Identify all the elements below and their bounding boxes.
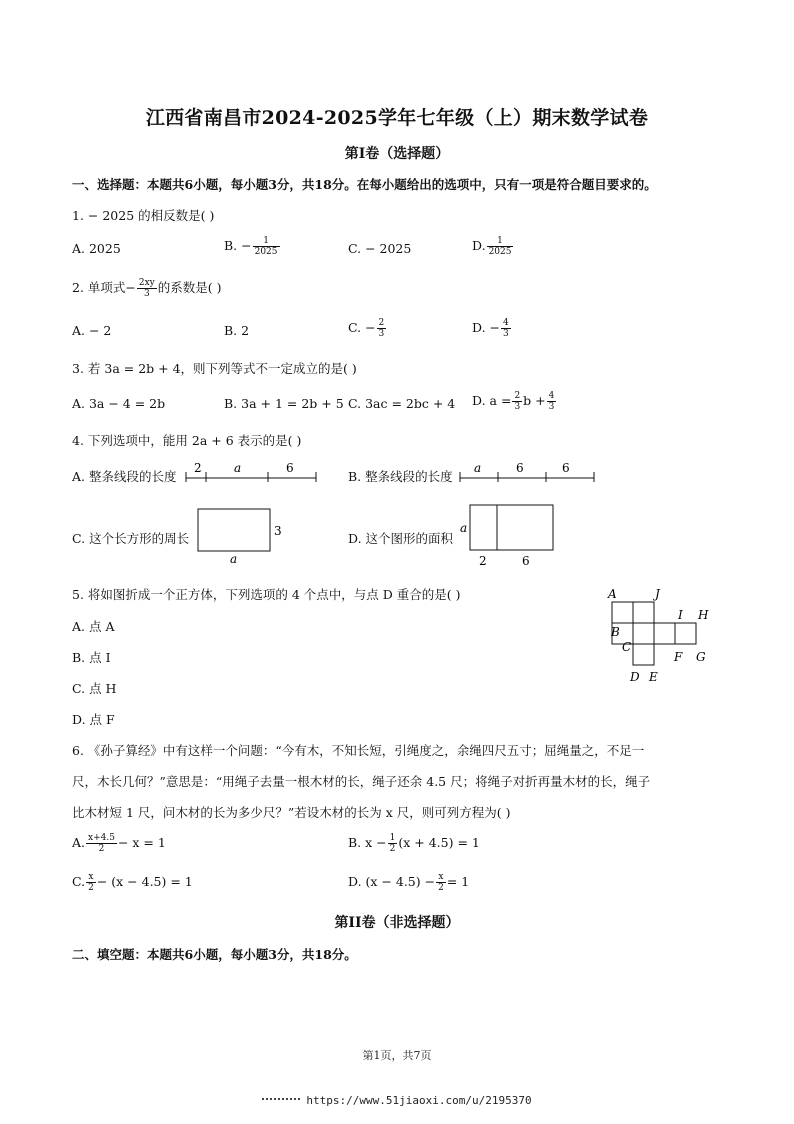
q3-option-d: D. a = $\frac{2}{3}$ b + $\frac{4}{3}$ <box>472 391 555 412</box>
q3-option-b: B. 3a + 1 = 2b + 5 <box>224 396 344 411</box>
net-label-j: J <box>655 587 660 601</box>
page-title: 江西省南昌市2024-2025学年七年级（上）期末数学试卷 <box>145 107 649 129</box>
q2-option-b: B. 2 <box>224 323 250 338</box>
net-label-e: E <box>649 670 658 684</box>
q4-a-label-6: 6 <box>286 461 294 475</box>
q6-line-1: 6. 《孙子算经》中有这样一个问题：“今有木，不知长短，引绳度之，余绳四尺五寸；屈绳量之，不足一 <box>72 743 645 758</box>
q3-option-c: C. 3ac = 2bc + 4 <box>348 396 456 411</box>
q2-option-a: A. − 2 <box>72 323 112 338</box>
net-label-a: A <box>608 587 617 601</box>
watermark-logo-icon <box>262 1098 300 1104</box>
q4-b-segment-figure <box>458 458 598 484</box>
q1-option-c: C. − 2025 <box>348 241 412 256</box>
q4-b-label-6-second: 6 <box>562 461 570 475</box>
watermark-url[interactable]: https://www.51jiaoxi.com/u/2195370 <box>0 1094 794 1107</box>
q4-option-b: B. 整条线段的长度 <box>348 469 453 484</box>
q5-option-a: A. 点 A <box>72 619 115 634</box>
q2-option-d: D. − $\frac{4}{3}$ <box>472 318 509 339</box>
net-label-b: B <box>611 625 620 639</box>
q4-d-side-label: a <box>460 521 468 535</box>
q4-option-a: A. 整条线段的长度 <box>72 469 177 484</box>
q1-option-b: B. − $\frac{1}{2025}$ <box>224 236 278 257</box>
page-number: 第1页，共7页 <box>362 1049 432 1062</box>
q5-option-d: D. 点 F <box>72 712 115 727</box>
q4-d-bottom-label-6: 6 <box>522 554 530 568</box>
net-label-i: I <box>678 608 683 622</box>
net-label-g: G <box>696 650 706 664</box>
q1-option-a: A. 2025 <box>72 241 121 256</box>
q6-option-b: B. x − $\frac{1}{2}$ (x + 4.5) = 1 <box>348 833 480 854</box>
q2-stem: 2. 单项式− $\frac{2xy}{3}$ 的系数是( ) <box>72 278 222 299</box>
q5-cube-net-figure <box>602 585 720 687</box>
q4-a-label-a: a <box>234 461 242 475</box>
q2-option-c: C. − $\frac{2}{3}$ <box>348 318 385 339</box>
q4-option-d: D. 这个图形的面积 <box>348 531 454 546</box>
q4-c-rectangle-figure <box>196 505 288 567</box>
section1-heading: 一、选择题：本题共6小题，每小题3分，共18分。在每小题给出的选项中，只有一项是符合题目要求的。 <box>72 177 657 192</box>
q4-a-segment-figure <box>184 458 319 484</box>
q4-c-bottom-label: a <box>230 552 238 566</box>
q4-b-label-6-first: 6 <box>516 461 524 475</box>
q4-b-label-a: a <box>474 461 482 475</box>
q5-option-c: C. 点 H <box>72 681 117 696</box>
q4-option-c: C. 这个长方形的周长 <box>72 531 190 546</box>
q6-line-3: 比木材短 1 尺，问木材的长为多少尺？”若设木材的长为 x 尺，则可列方程为( ) <box>72 805 511 820</box>
q4-stem: 4. 下列选项中，能用 2a + 6 表示的是( ) <box>72 433 302 448</box>
q6-option-a: A. $\frac{x+4.5}{2}$ − x = 1 <box>72 833 166 854</box>
q5-stem: 5. 将如图折成一个正方体，下列选项的 4 个点中，与点 D 重合的是( ) <box>72 587 461 602</box>
q3-option-a: A. 3a − 4 = 2b <box>72 396 166 411</box>
q1-stem: 1. − 2025 的相反数是( ) <box>72 208 215 223</box>
q6-option-d: D. (x − 4.5) − $\frac{x}{2}$ = 1 <box>348 872 470 893</box>
q4-d-area-figure <box>458 500 558 570</box>
net-label-h: H <box>698 608 709 622</box>
net-label-f: F <box>674 650 683 664</box>
q3-stem: 3. 若 3a = 2b + 4，则下列等式不一定成立的是( ) <box>72 361 357 376</box>
section2-heading: 二、填空题：本题共6小题，每小题3分，共18分。 <box>72 947 357 962</box>
q4-a-label-2: 2 <box>194 461 202 475</box>
net-label-c: C <box>622 640 632 654</box>
q4-d-bottom-label-2: 2 <box>479 554 487 568</box>
q1-option-d: D. $\frac{1}{2025}$ <box>472 236 512 257</box>
q5-option-b: B. 点 I <box>72 650 111 665</box>
q6-option-c: C. $\frac{x}{2}$ − (x − 4.5) = 1 <box>72 872 193 893</box>
q4-c-side-label: 3 <box>274 524 282 538</box>
part1-heading: 第I卷（选择题） <box>344 146 450 162</box>
q6-line-2: 尺，木长几何？”意思是：“用绳子去量一根木材的长，绳子还余 4.5 尺；将绳子对折再量木材的长，绳子 <box>72 774 651 789</box>
net-label-d: D <box>630 670 640 684</box>
part2-heading: 第II卷（非选择题） <box>334 915 460 931</box>
